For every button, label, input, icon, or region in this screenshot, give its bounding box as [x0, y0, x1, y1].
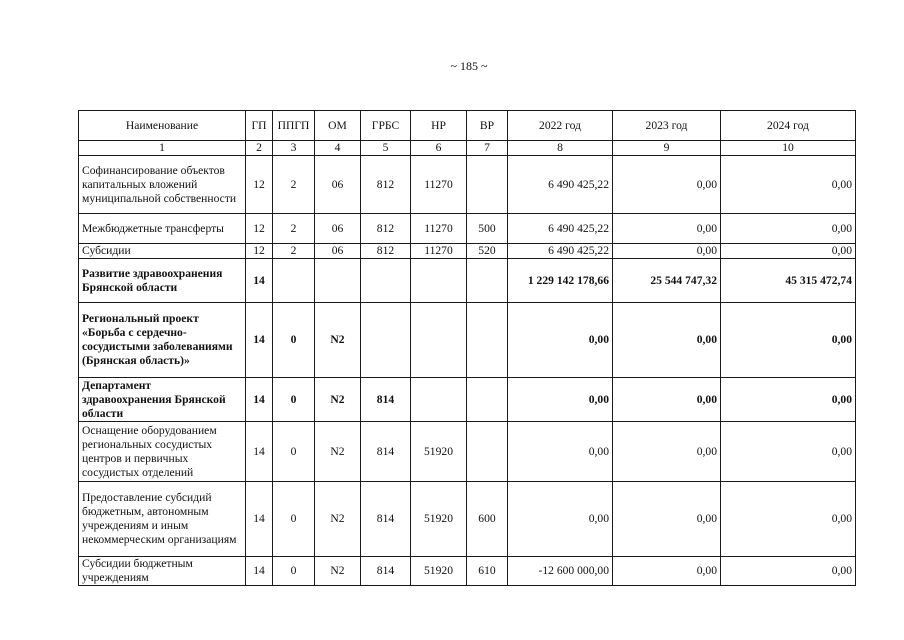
row-om: 06	[315, 214, 361, 244]
colnum-6: 6	[411, 141, 467, 156]
colnum-8: 8	[508, 141, 613, 156]
row-ppgp: 2	[273, 156, 315, 214]
row-2024: 0,00	[721, 557, 856, 586]
colnum-3: 3	[273, 141, 315, 156]
row-grbs: 814	[361, 422, 411, 482]
header-om: ОМ	[315, 111, 361, 141]
row-2024: 0,00	[721, 156, 856, 214]
row-vr	[467, 156, 508, 214]
row-gp: 14	[246, 378, 273, 422]
row-vr: 500	[467, 214, 508, 244]
header-2022: 2022 год	[508, 111, 613, 141]
row-2022: -12 600 000,00	[508, 557, 613, 586]
row-grbs: 814	[361, 482, 411, 557]
header-grbs: ГРБС	[361, 111, 411, 141]
row-ppgp: 0	[273, 482, 315, 557]
row-gp: 12	[246, 214, 273, 244]
row-gp: 14	[246, 303, 273, 378]
row-nr: 51920	[411, 557, 467, 586]
table-row	[79, 259, 856, 303]
row-nr: 11270	[411, 244, 467, 259]
colnum-5: 5	[361, 141, 411, 156]
row-vr	[467, 303, 508, 378]
row-2022: 0,00	[508, 303, 613, 378]
row-2023: 0,00	[613, 156, 721, 214]
row-name: Субсидии бюджетным учреждениям	[79, 557, 246, 586]
row-2024: 0,00	[721, 422, 856, 482]
row-gp: 12	[246, 156, 273, 214]
row-2022: 0,00	[508, 422, 613, 482]
row-2024: 0,00	[721, 244, 856, 259]
row-nr: 11270	[411, 214, 467, 244]
row-om: 06	[315, 244, 361, 259]
row-grbs: 812	[361, 156, 411, 214]
row-name: Софинансирование объектов капитальных вложений муниципальной собственности	[79, 156, 246, 214]
row-nr	[411, 303, 467, 378]
row-ppgp: 0	[273, 303, 315, 378]
row-gp: 12	[246, 244, 273, 259]
row-2023: 0,00	[613, 244, 721, 259]
row-gp: 14	[246, 259, 273, 303]
table-row	[79, 378, 856, 422]
row-name: Субсидии	[79, 244, 246, 259]
row-grbs	[361, 303, 411, 378]
colnum-4: 4	[315, 141, 361, 156]
row-vr: 520	[467, 244, 508, 259]
header-2024: 2024 год	[721, 111, 856, 141]
table-row	[79, 557, 856, 586]
row-gp: 14	[246, 482, 273, 557]
row-nr: 51920	[411, 422, 467, 482]
row-2023: 0,00	[613, 214, 721, 244]
row-om: N2	[315, 378, 361, 422]
row-vr: 600	[467, 482, 508, 557]
row-2024: 0,00	[721, 378, 856, 422]
row-name: Департамент здравоохранения Брянской области	[79, 378, 246, 422]
header-name: Наименование	[79, 111, 246, 141]
row-2023: 0,00	[613, 378, 721, 422]
header-vr: ВР	[467, 111, 508, 141]
row-nr: 51920	[411, 482, 467, 557]
row-2022: 0,00	[508, 378, 613, 422]
colnum-2: 2	[246, 141, 273, 156]
row-2022: 6 490 425,22	[508, 214, 613, 244]
colnum-1: 1	[79, 141, 246, 156]
row-2022: 1 229 142 178,66	[508, 259, 613, 303]
row-grbs: 814	[361, 378, 411, 422]
row-name: Региональный проект «Борьба с сердечно-сосудистыми заболеваниями (Брянская область)»	[79, 303, 246, 378]
row-2022: 0,00	[508, 482, 613, 557]
row-ppgp: 0	[273, 422, 315, 482]
row-vr	[467, 422, 508, 482]
row-om: N2	[315, 482, 361, 557]
row-2024: 0,00	[721, 303, 856, 378]
row-2024: 0,00	[721, 214, 856, 244]
row-2022: 6 490 425,22	[508, 244, 613, 259]
row-vr	[467, 378, 508, 422]
table-header-row	[79, 111, 856, 141]
header-nr: НР	[411, 111, 467, 141]
row-vr	[467, 259, 508, 303]
row-2024: 45 315 472,74	[721, 259, 856, 303]
header-gp: ГП	[246, 111, 273, 141]
row-2023: 0,00	[613, 422, 721, 482]
row-gp: 14	[246, 422, 273, 482]
colnum-10: 10	[721, 141, 856, 156]
row-ppgp: 2	[273, 244, 315, 259]
column-number-row	[79, 141, 856, 156]
row-2024: 0,00	[721, 482, 856, 557]
row-name: Межбюджетные трансферты	[79, 214, 246, 244]
header-2023: 2023 год	[613, 111, 721, 141]
row-nr	[411, 378, 467, 422]
table-row	[79, 214, 856, 244]
row-om: N2	[315, 557, 361, 586]
row-vr: 610	[467, 557, 508, 586]
row-grbs: 814	[361, 557, 411, 586]
row-2023: 0,00	[613, 557, 721, 586]
table-row	[79, 244, 856, 259]
budget-table	[78, 110, 856, 586]
row-2023: 0,00	[613, 303, 721, 378]
row-2023: 25 544 747,32	[613, 259, 721, 303]
row-om: N2	[315, 303, 361, 378]
row-2022: 6 490 425,22	[508, 156, 613, 214]
row-ppgp	[273, 259, 315, 303]
header-ppgp: ППГП	[273, 111, 315, 141]
row-ppgp: 2	[273, 214, 315, 244]
row-name: Оснащение оборудованием региональных сосудистых центров и первичных сосудистых отделений	[79, 422, 246, 482]
row-om	[315, 259, 361, 303]
table-row	[79, 482, 856, 557]
row-ppgp: 0	[273, 557, 315, 586]
colnum-9: 9	[613, 141, 721, 156]
colnum-7: 7	[467, 141, 508, 156]
row-grbs	[361, 259, 411, 303]
row-grbs: 812	[361, 244, 411, 259]
row-om: 06	[315, 156, 361, 214]
page-number: ~ 185 ~	[450, 59, 488, 73]
table-row	[79, 422, 856, 482]
row-grbs: 812	[361, 214, 411, 244]
row-om: N2	[315, 422, 361, 482]
row-ppgp: 0	[273, 378, 315, 422]
row-name: Предоставление субсидий бюджетным, автономным учреждениям и иным некоммерческим организациям	[79, 482, 246, 557]
row-gp: 14	[246, 557, 273, 586]
row-nr: 11270	[411, 156, 467, 214]
table-row	[79, 156, 856, 214]
row-2023: 0,00	[613, 482, 721, 557]
table-row	[79, 303, 856, 378]
row-name: Развитие здравоохранения Брянской области	[79, 259, 246, 303]
row-nr	[411, 259, 467, 303]
